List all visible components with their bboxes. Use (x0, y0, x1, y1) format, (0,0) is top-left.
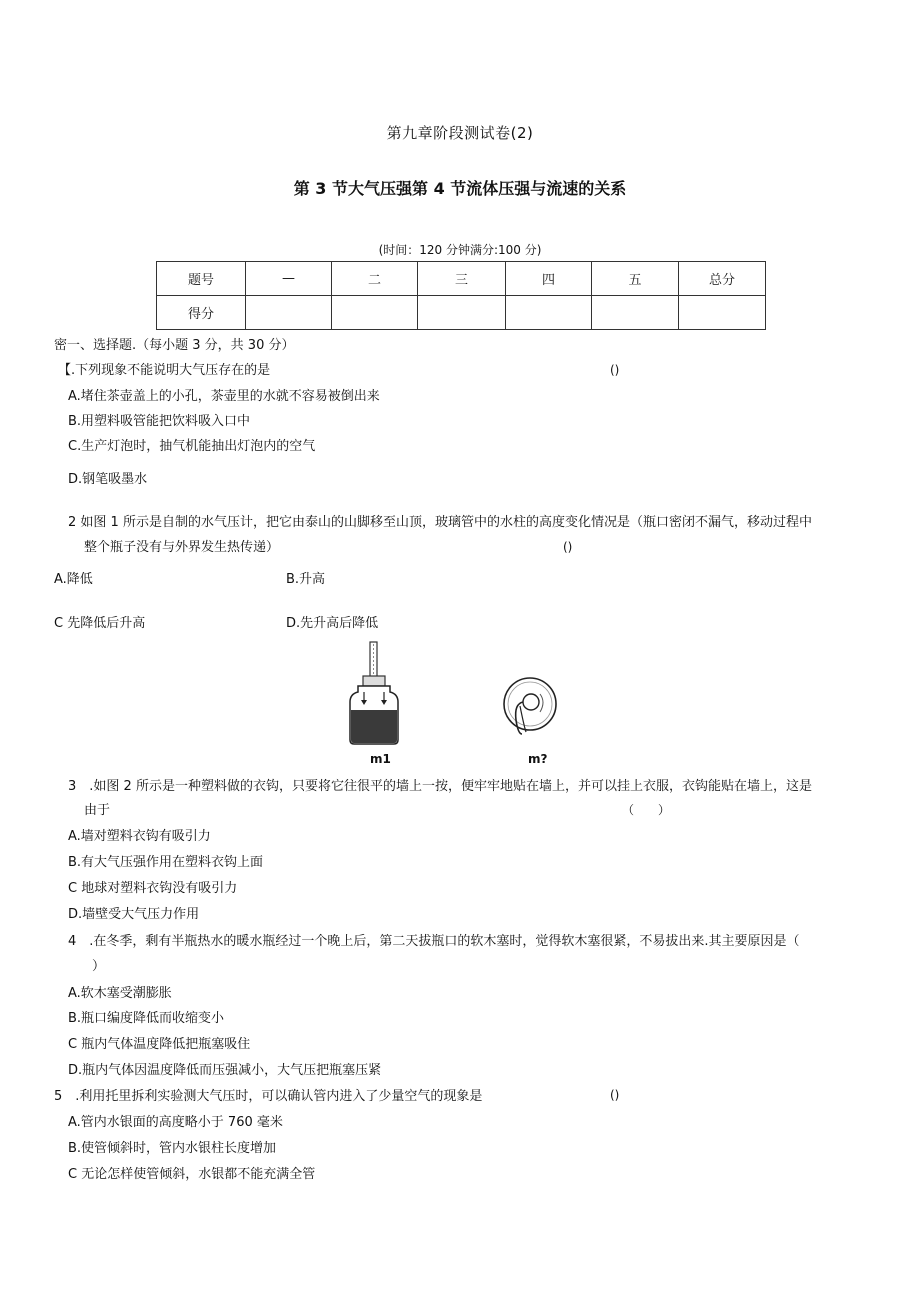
q2-stem-line1: 2 如图 1 所示是自制的水气压计，把它由泰山的山脚移至山顶，玻璃管中的水柱的高度变化情况是（瓶口密闭不漏气，移动过程中 (68, 515, 812, 530)
q3-answer-paren: （ ） (622, 803, 671, 817)
q1-answer-paren: () (610, 363, 620, 377)
table-cell (679, 296, 766, 330)
table-cell (332, 296, 418, 330)
table-cell (592, 296, 679, 330)
q4-option-c: C 瓶内气体温度降低把瓶塞吸住 (68, 1037, 251, 1052)
q1-option-d: D.钢笔吸墨水 (68, 472, 148, 487)
water-barometer-figure (340, 640, 410, 748)
q1-stem: 【.下列现象不能说明大气压存在的是 (58, 363, 271, 378)
q3-stem-line2: 由于 (84, 803, 111, 818)
q3-option-d: D.墙壁受大气压力作用 (68, 907, 200, 922)
q3-stem-line1: 3 .如图 2 所示是一种塑料做的衣钩，只要将它往很平的墙上一按，便牢牢地贴在墙上，并可以挂上衣服，衣钩能贴在墙上，这是 (68, 779, 812, 794)
q5-answer-paren: () (610, 1088, 620, 1102)
q2-option-d: D.先升高后降低 (286, 616, 379, 631)
score-table (156, 261, 766, 330)
q4-option-d: D.瓶内气体因温度降低而压强减小，大气压把瓶塞压紧 (68, 1063, 382, 1078)
suction-hook-figure (500, 670, 562, 742)
time-info: (时间：120 分钟满分:100 分) (378, 243, 542, 257)
table-cell: 总分 (679, 262, 766, 296)
table-cell (506, 296, 592, 330)
figure-2-label: m? (528, 752, 548, 766)
q4-stem-line2: ） (92, 959, 106, 974)
q2-option-a: A.降低 (54, 572, 93, 587)
table-cell: 得分 (157, 296, 246, 330)
page-title: 第九章阶段测试卷(2) (386, 124, 534, 142)
q2-option-b: B.升高 (286, 572, 326, 587)
q2-stem-line2: 整个瓶子没有与外界发生热传递） (84, 540, 280, 555)
q4-stem-line1: 4 .在冬季，剩有半瓶热水的暖水瓶经过一个晚上后，第二天拔瓶口的软木塞时，觉得软木塞很紧，不易拔出来.其主要原因是（ (68, 934, 800, 949)
section-heading: 密一、选择题.（每小题 3 分，共 30 分） (54, 338, 295, 353)
q1-option-b: B.用塑料吸管能把饮料吸入口中 (68, 414, 251, 429)
q5-stem: 5 .利用托里拆利实验测大气压时，可以确认管内进入了少量空气的现象是 (54, 1089, 483, 1104)
q4-option-b: B.瓶口编度降低而收缩变小 (68, 1011, 225, 1026)
q2-answer-paren: () (563, 540, 573, 554)
q2-option-c: C 先降低后升高 (54, 616, 146, 631)
table-cell: 题号 (157, 262, 246, 296)
q5-option-b: B.使管倾斜时，管内水银柱长度增加 (68, 1141, 277, 1156)
q1-option-c: C.生产灯泡时，抽气机能抽出灯泡内的空气 (68, 439, 316, 454)
table-cell: — (246, 262, 332, 296)
q3-option-c: C 地球对塑料衣钩没有吸引力 (68, 881, 238, 896)
table-row (157, 296, 766, 330)
figure-1-label: m1 (370, 752, 391, 766)
table-cell (246, 296, 332, 330)
table-cell: 三 (418, 262, 506, 296)
q1-option-a: A.堵住茶壶盖上的小孔，茶壶里的水就不容易被倒出来 (68, 389, 380, 404)
q3-option-a: A.墙对塑料衣钩有吸引力 (68, 829, 211, 844)
q5-option-a: A.管内水银面的高度略小于 760 毫米 (68, 1115, 283, 1130)
q5-option-c: C 无论怎样使管倾斜，水银都不能充满全管 (68, 1167, 316, 1182)
table-cell: 二 (332, 262, 418, 296)
page-subtitle: 第 3 节大气压强第 4 节流体压强与流速的关系 (293, 179, 627, 198)
table-row (157, 262, 766, 296)
table-cell (418, 296, 506, 330)
q4-option-a: A.软木塞受潮膨胀 (68, 986, 172, 1001)
q3-option-b: B.有大气压强作用在塑料衣钩上面 (68, 855, 264, 870)
table-cell: 四 (506, 262, 592, 296)
table-cell: 五 (592, 262, 679, 296)
